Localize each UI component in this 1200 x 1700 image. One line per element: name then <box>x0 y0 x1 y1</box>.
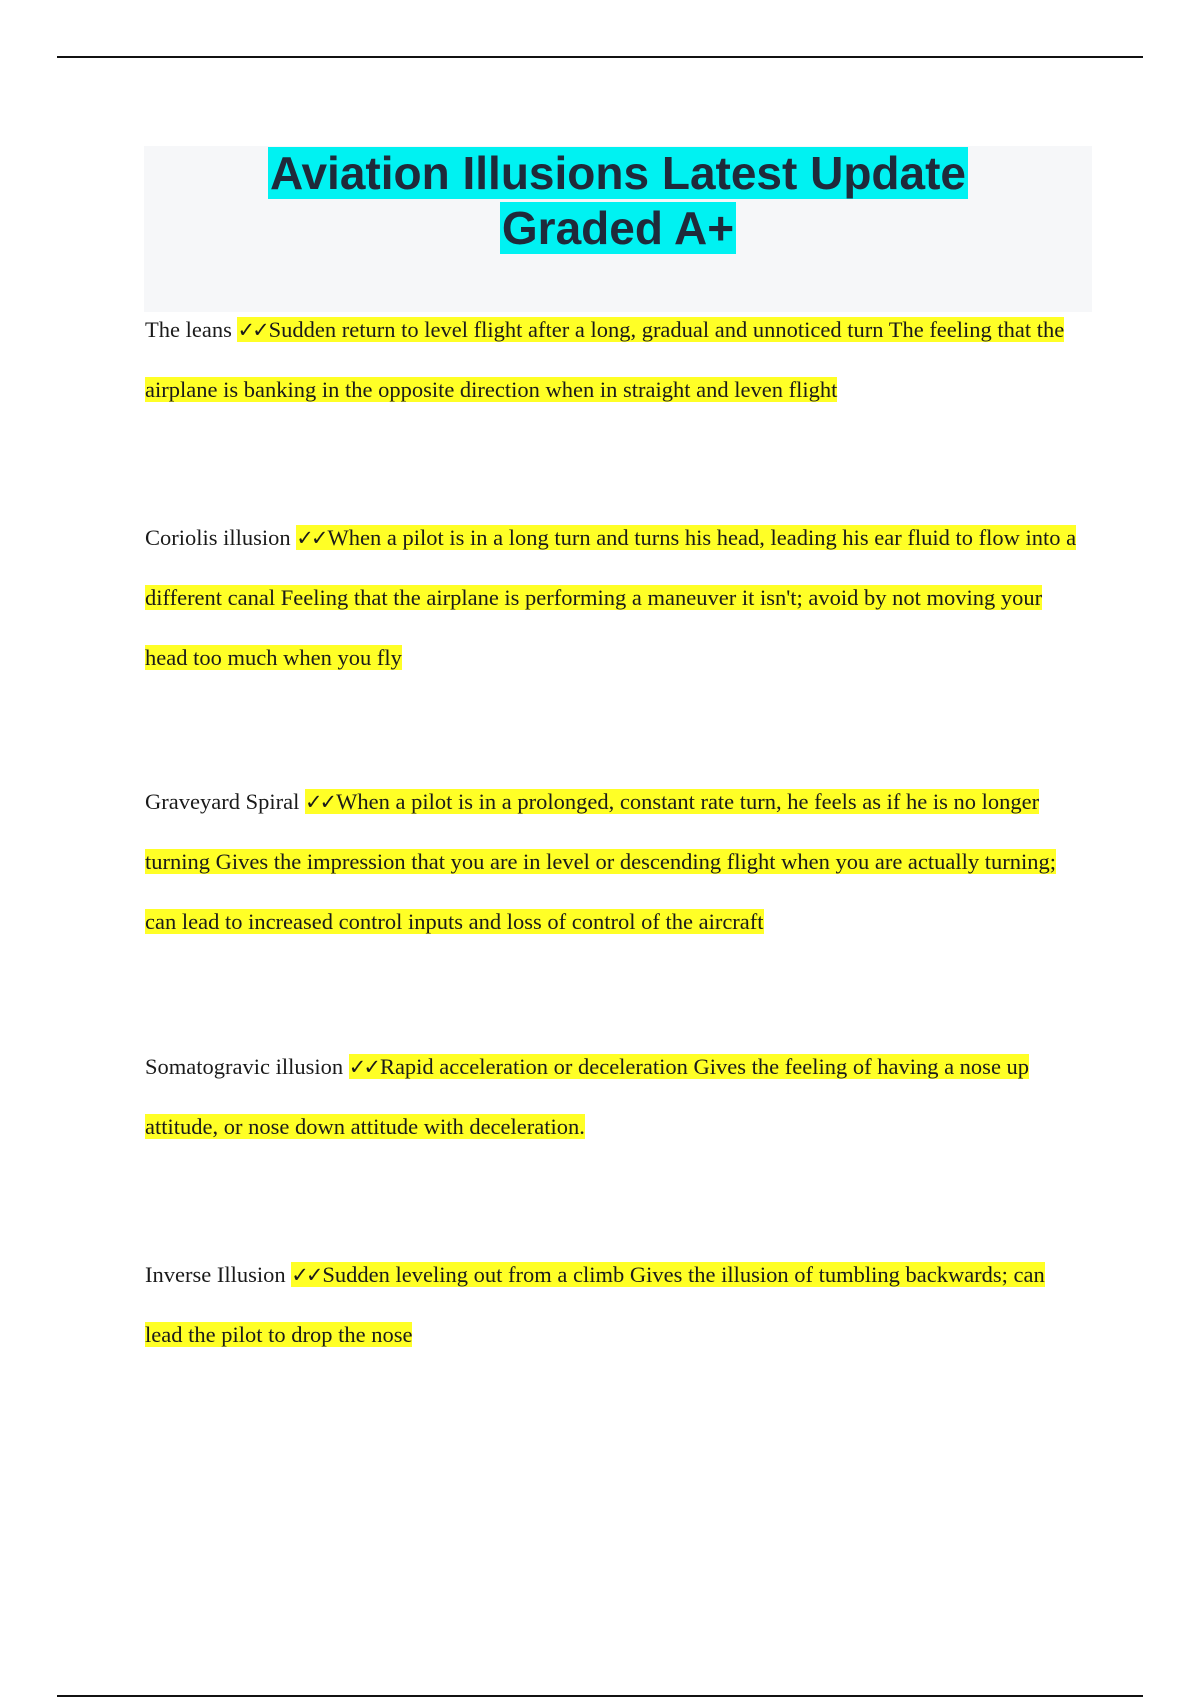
entry-definition: When a pilot is in a prolonged, constant rate turn, he feels as if he is no longer turning Gives the impression that you are in level or descending flight when you are actually turning; can lead to increased control inputs and loss of control of the aircraft <box>145 789 1057 934</box>
flashcard-entry <box>145 1037 1085 1157</box>
entry-term: Coriolis illusion <box>145 525 291 550</box>
flashcard-entry <box>145 1245 1085 1365</box>
entry-definition: Sudden return to level flight after a long, gradual and unnoticed turn The feeling that the airplane is banking in the opposite direction when in straight and leven flight <box>145 317 1065 402</box>
top-divider <box>57 56 1143 58</box>
title-banner <box>144 146 1092 312</box>
entry-term: Somatogravic illusion <box>145 1054 344 1079</box>
entry-term: Inverse Illusion <box>145 1262 286 1287</box>
title-line-1: Aviation Illusions Latest Update <box>269 147 967 199</box>
entry-answer <box>145 317 1064 402</box>
entry-definition: When a pilot is in a long turn and turns his head, leading his ear fluid to flow into a different canal Feeling that the airplane is performing a maneuver it isn't; avoid by not moving your head too much when you fly <box>145 525 1077 670</box>
double-check-icon: ✓✓ <box>296 526 326 550</box>
document-title <box>144 146 1092 256</box>
entry-definition: Rapid acceleration or deceleration Gives the feeling of having a nose up attitude, or nose down attitude with deceleration. <box>145 1054 1030 1139</box>
title-line-2: Graded A+ <box>501 202 735 254</box>
entry-term: Graveyard Spiral <box>145 789 300 814</box>
flashcard-entry <box>145 772 1085 952</box>
flashcard-entry <box>145 508 1085 688</box>
entry-definition: Sudden leveling out from a climb Gives the illusion of tumbling backwards; can lead the pilot to drop the nose <box>145 1262 1045 1347</box>
double-check-icon: ✓✓ <box>348 1055 378 1079</box>
double-check-icon: ✓✓ <box>237 318 267 342</box>
bottom-divider <box>57 1695 1143 1697</box>
double-check-icon: ✓✓ <box>304 790 335 814</box>
entry-term: The leans <box>145 317 232 342</box>
double-check-icon: ✓✓ <box>291 1263 321 1287</box>
flashcard-entry <box>145 300 1085 420</box>
